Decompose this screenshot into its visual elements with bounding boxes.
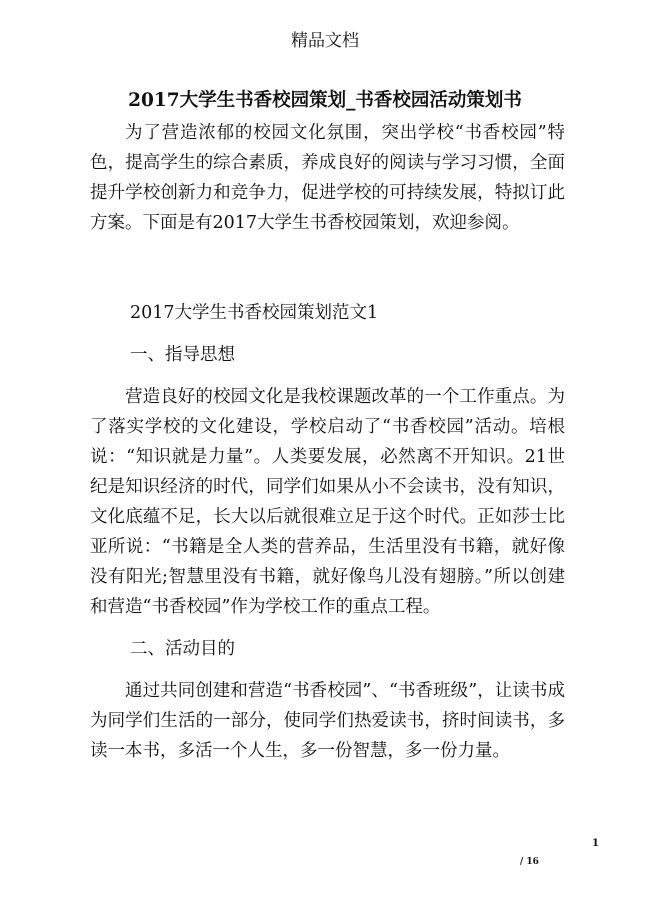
page-total: / 16 [520, 857, 539, 867]
page-header: 精品文档 [291, 31, 359, 51]
section-title: 2017大学生书香校园策划范文1 [130, 303, 379, 323]
heading-activity-purpose: 二、活动目的 [130, 639, 235, 659]
document-body [90, 118, 565, 766]
heading-guiding-thought: 一、指导思想 [130, 345, 235, 365]
paragraph-activity-purpose: 通过共同创建和营造“书香校园”、“书香班级”，让读书成为同学们生活的一部分，使同学们热爱读书，挤时间读书，多读一本书，多活一个人生，多一份智慧，多一份力量。 [90, 681, 565, 761]
paragraph-guiding-thought: 营造良好的校园文化是我校课题改革的一个工作重点。为了落实学校的文化建设，学校启动了“书香校园”活动。培根说：“知识就是力量”。人类要发展，必然离不开知识。21世纪是知识经济的时代，同学们如果从小不会读书，没有知识，文化底蕴不足，长大以后就很难立足于这个时代。正如莎士比亚所说：“书籍是全人类的营养品，生活里没有书籍，就好像没有阳光;智慧里没有书籍，就好像鸟儿没有翅膀。”所以创建和营造“书香校园”作为学校工作的重点工程。 [90, 387, 565, 617]
page-number: 1 [592, 838, 599, 849]
document-title: 2017大学生书香校园策划_书香校园活动策划书 [128, 90, 522, 111]
blank-space [90, 238, 565, 298]
intro-paragraph: 为了营造浓郁的校园文化氛围，突出学校“书香校园”特色，提高学生的综合素质，养成良好的阅读与学习习惯，全面提升学校创新力和竞争力，促进学校的可持续发展，特拟订此方案。下面是有2017大学生书香校园策划，欢迎参阅。 [90, 123, 565, 233]
